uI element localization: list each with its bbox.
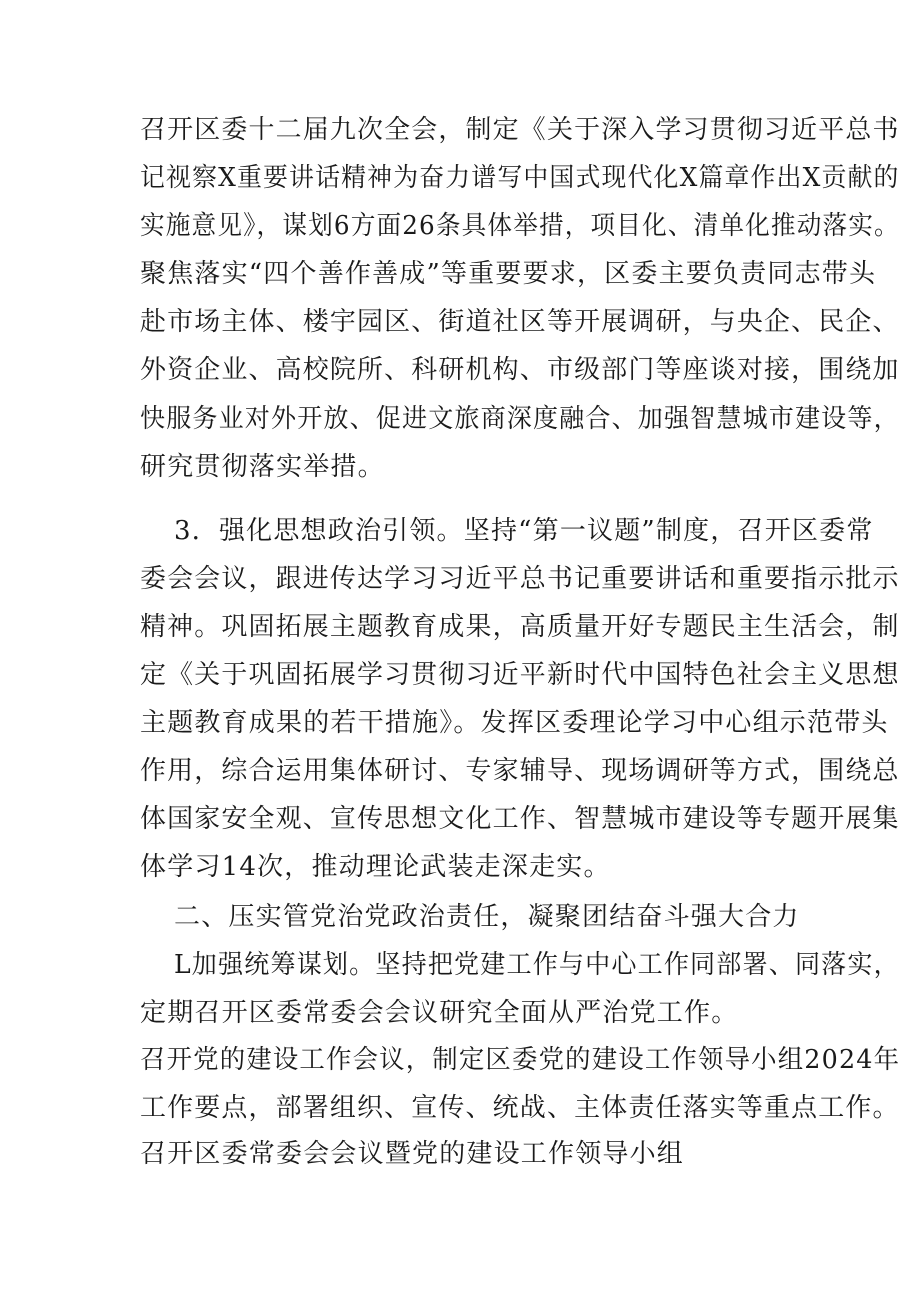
text-line: 主题教育成果的若干措施》。发挥区委理论学习中心组示范带头	[140, 708, 889, 738]
text-line: 定《关于巩固拓展学习贯彻习近平新时代中国特色社会主义思想	[140, 660, 900, 690]
text-line: 研究贯彻落实举措。	[140, 452, 385, 482]
text-line: 委会会议，跟进传达学习习近平总书记重要讲话和重要指示批示	[140, 564, 900, 594]
text-line: 召开党的建设工作会议，制定区委党的建设工作领导小组2024年	[140, 1045, 901, 1075]
text-line: 实施意见》，谋划6方面26条具体举措，项目化、清单化推动落实。	[140, 211, 900, 241]
section-heading: L加强统筹谋划。坚持把党建工作与中心工作同部署、同落实，	[174, 950, 900, 980]
section-heading: 3．强化思想政治引领。坚持“第一议题”制度，召开区委常	[174, 516, 874, 546]
text-line: 召开区委十二届九次全会，制定《关于深入学习贯彻习近平总书	[140, 115, 900, 145]
text-line: 快服务业对外开放、促进文旅商深度融合、加强智慧城市建设等，	[140, 404, 900, 434]
text-line: 记视察X重要讲话精神为奋力谱写中国式现代化X篇章作出X贡献的	[140, 163, 900, 193]
text-line: 召开区委常委会会议暨党的建设工作领导小组	[140, 1139, 685, 1169]
text-line: 体国家安全观、宣传思想文化工作、智慧城市建设等专题开展集	[140, 804, 900, 834]
text-line: 聚焦落实“四个善作善成”等重要要求，区委主要负责同志带头	[140, 259, 877, 289]
text-line: 体学习14次，推动理论武装走深走实。	[140, 852, 611, 882]
text-line: 外资企业、高校院所、科研机构、市级部门等座谈对接，围绕加	[140, 355, 900, 385]
text-line: 定期召开区委常委会会议研究全面从严治党工作。	[140, 998, 739, 1028]
text-line: 工作要点，部署组织、宣传、统战、主体责任落实等重点工作。	[140, 1093, 900, 1123]
chapter-heading: 二、压实管党治党政治责任，凝聚团结奋斗强大合力	[174, 902, 800, 932]
text-line: 精神。巩固拓展主题教育成果，高质量开好专题民主生活会，制	[140, 612, 900, 642]
text-line: 作用，综合运用集体研讨、专家辅导、现场调研等方式，围绕总	[140, 756, 900, 786]
text-line: 赴市场主体、楼宇园区、街道社区等开展调研，与央企、民企、	[140, 307, 900, 337]
